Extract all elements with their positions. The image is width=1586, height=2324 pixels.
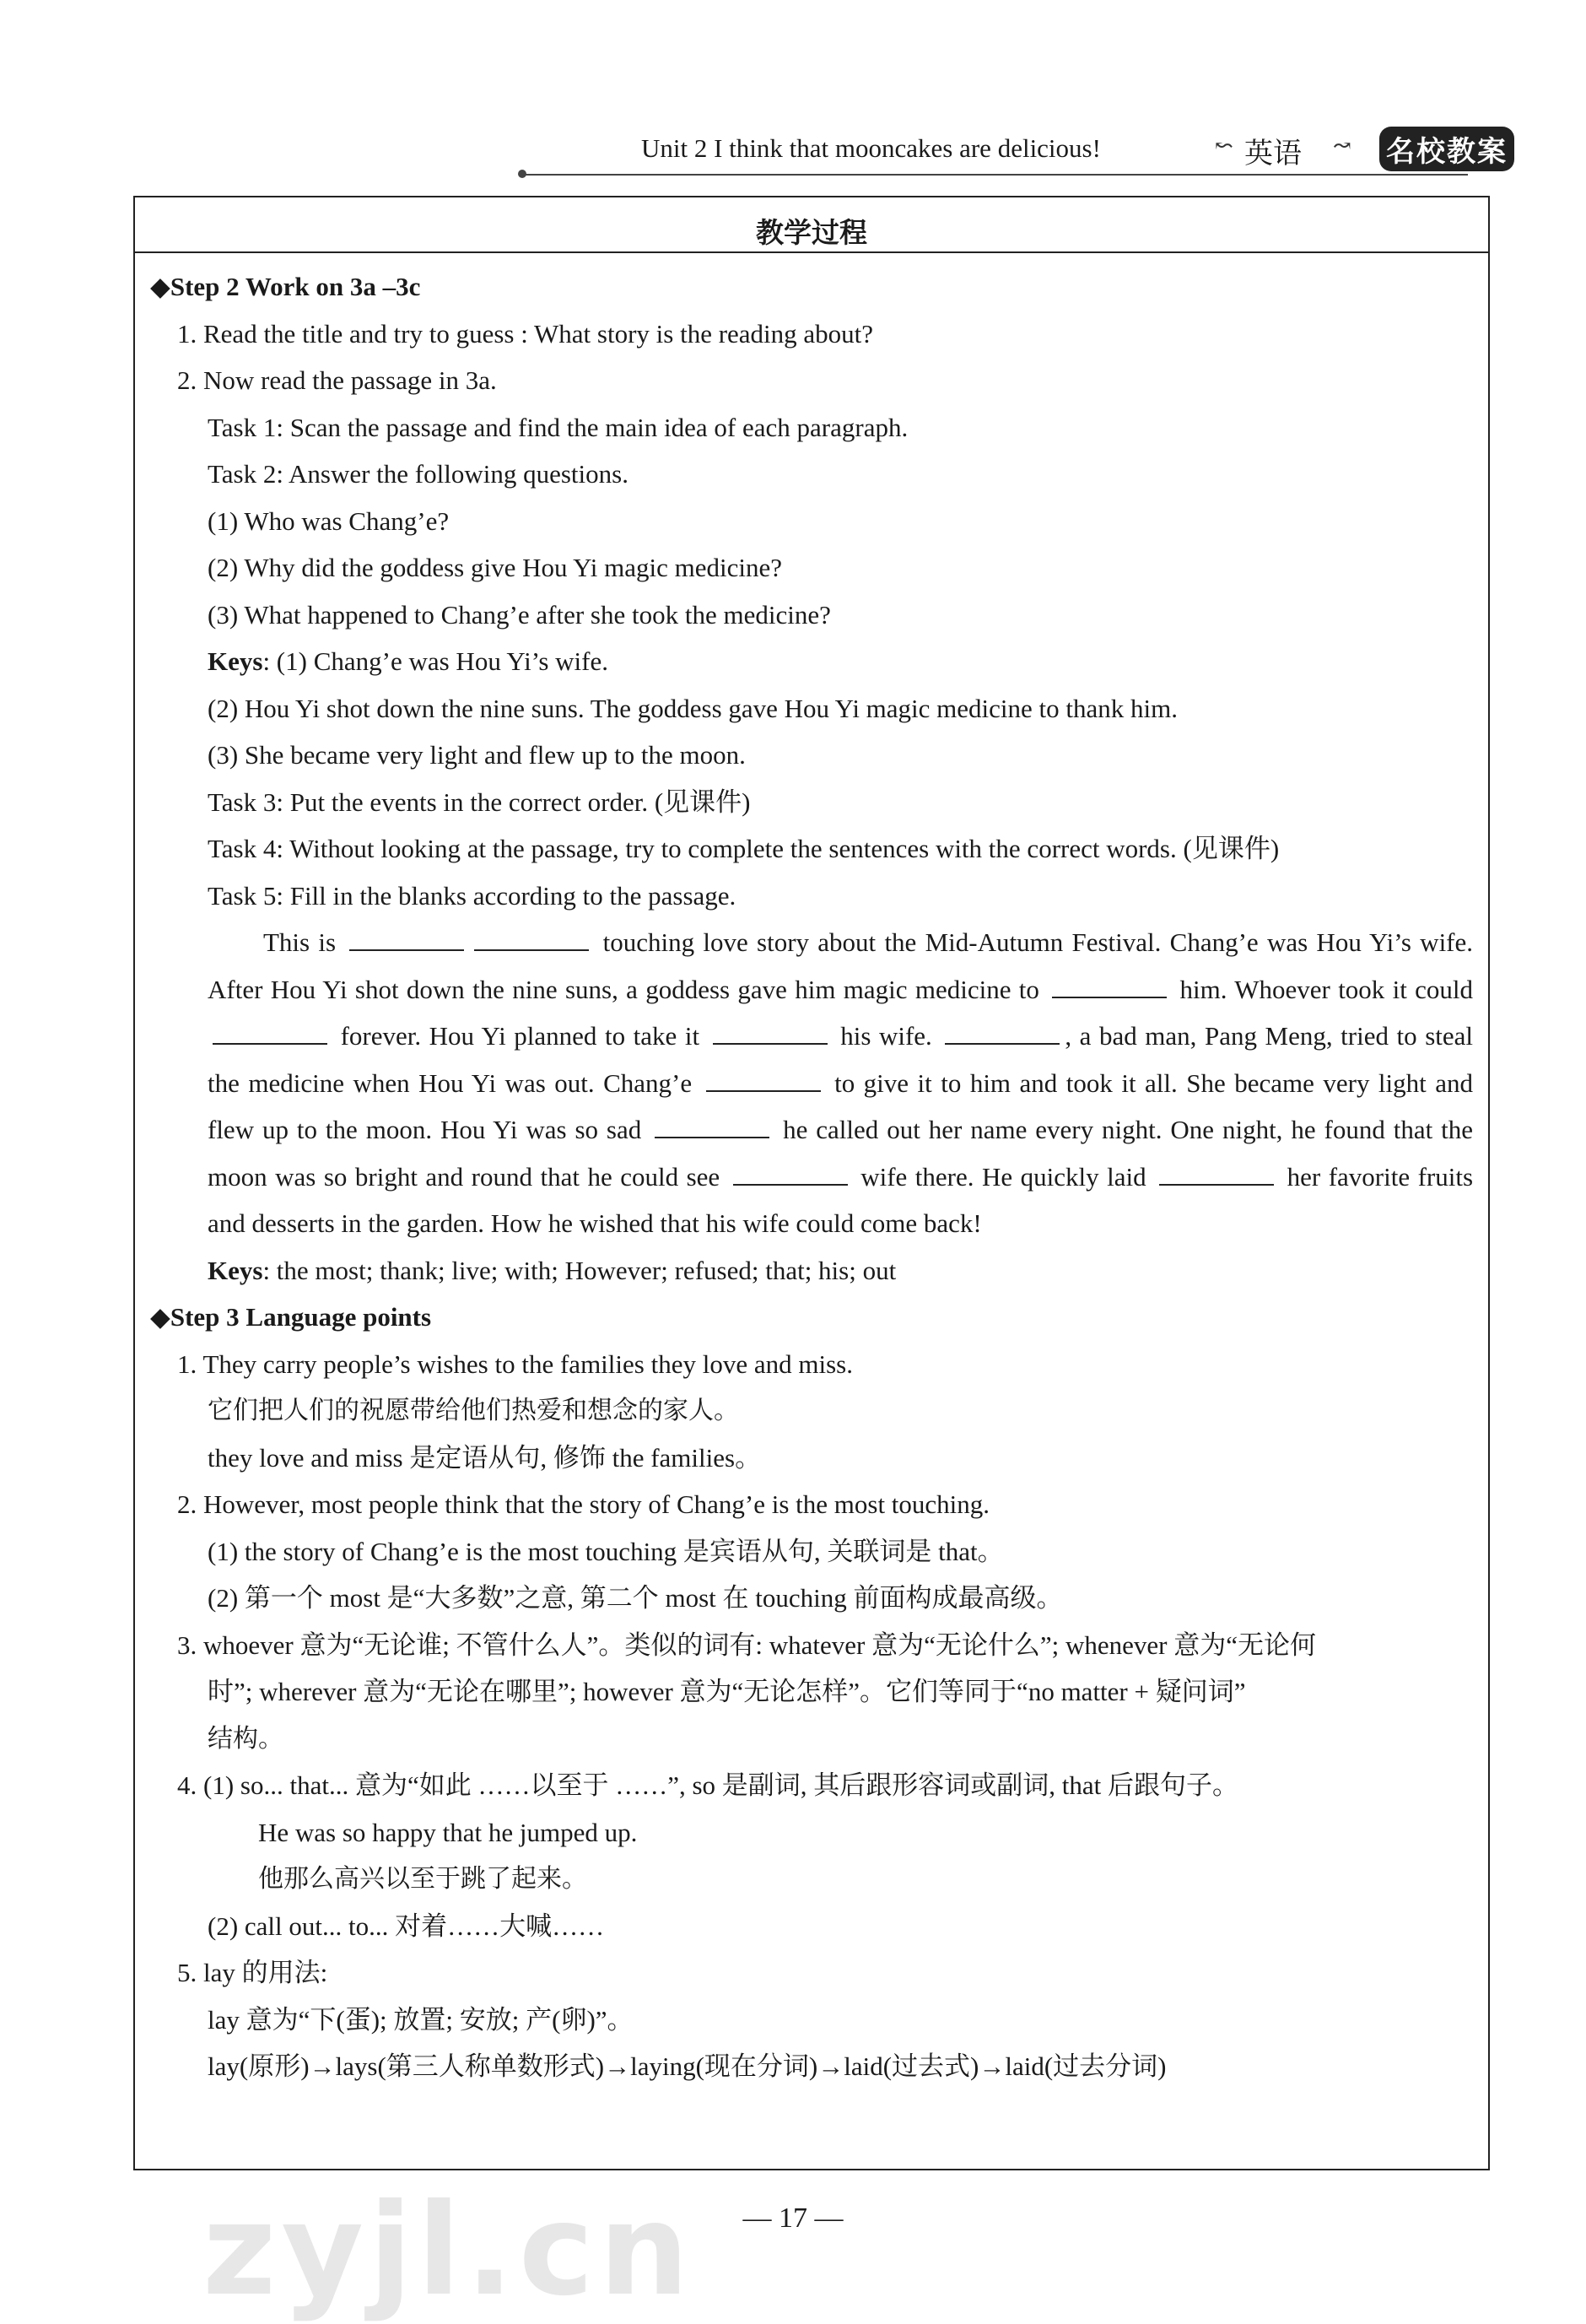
task-line: Task 2: Answer the following questions. <box>208 459 628 489</box>
keys-line <box>150 638 1475 685</box>
page-header <box>523 133 1519 176</box>
passage-text: him. Whoever took it could <box>1179 974 1474 1004</box>
answer-line: (2) Hou Yi shot down the nine suns. The goddess gave Hou Yi magic medicine to thank him. <box>208 693 1178 723</box>
passage-text: his wife. <box>840 1021 932 1051</box>
passage-text: This is <box>263 927 337 957</box>
question-line: (1) Who was Chang’e? <box>208 505 450 536</box>
blank <box>1159 1165 1274 1186</box>
language-point-line: (2) call out... to... 对着……大喊…… <box>208 1911 605 1941</box>
language-point-line: 结构。 <box>208 1723 283 1754</box>
passage-text: to give it to him and took it all. She became very light and flew up to the moon. Hou Yi was so sad <box>208 1067 1474 1144</box>
keys2-line <box>150 1247 1475 1294</box>
keys-text: : (1) Chang’e was Hou Yi’s wife. <box>262 646 608 676</box>
step2-item-2: 2. Now read the passage in 3a. <box>177 365 497 395</box>
task-line: Task 3: Put the events in the correct order. (见课件) <box>208 786 751 817</box>
fill-blank-passage <box>150 919 1473 1247</box>
language-point-line: He was so happy that he jumped up. <box>258 1817 638 1847</box>
language-point-line: 2. However, most people think that the story of Chang’e is the most touching. <box>177 1489 990 1519</box>
header-dot <box>518 170 526 178</box>
keys-text: : the most; thank; live; with; However; refused; that; his; out <box>262 1255 897 1285</box>
blank <box>655 1118 769 1138</box>
passage-text: , a bad man, Pang Meng, tried to steal the medicine when Hou Yi was out. Chang’e <box>208 1021 1474 1098</box>
language-point-line: 1. They carry people’s wishes to the families they love and miss. <box>177 1348 853 1379</box>
language-point-line: lay 意为“下(蛋); 放置; 安放; 产(卵)”。 <box>208 2004 634 2035</box>
swirl-left-icon: ↜ <box>1215 133 1233 158</box>
language-point-line: 他那么高兴以至于跳了起来。 <box>258 1864 587 1894</box>
language-point-line: lay(原形)→lays(第三人称单数形式)→laying(现在分词)→laid(过去式)→laid(过去分词) <box>208 2051 1167 2081</box>
language-point-line: 它们把人们的祝愿带给他们热爱和想念的家人。 <box>208 1396 739 1425</box>
header-rule <box>523 174 1468 176</box>
unit-title: Unit 2 I think that mooncakes are delicious! <box>641 133 1101 163</box>
swirl-right-icon: ↝ <box>1333 133 1351 158</box>
blank <box>713 1024 828 1045</box>
blank <box>1052 978 1167 998</box>
blank <box>706 1072 821 1092</box>
passage-text: her favorite fruits and desserts in the garden. How he wished that his wife could come back! <box>208 1161 1474 1238</box>
step2-item-1: 1. Read the title and try to guess : What story is the reading about? <box>177 318 874 349</box>
blank <box>213 1024 327 1045</box>
subject-label: 英语 <box>1244 137 1302 170</box>
passage-text: touching love story about the Mid-Autumn Festival. Chang’e was Hou Yi’s wife. After Hou Yi shot down the nine suns, a goddess gave him magic medicine to <box>208 927 1474 1004</box>
language-point-line: they love and miss 是定语从句, 修饰 the families。 <box>208 1442 762 1473</box>
question-line: (3) What happened to Chang’e after she took the medicine? <box>208 599 831 630</box>
task-line: Task 1: Scan the passage and find the main idea of each paragraph. <box>208 412 909 442</box>
frame-title-rule <box>133 251 1490 253</box>
language-point-line: 3. whoever 意为“无论谁; 不管什么人”。类似的词有: whatever 意为“无论什么”; whenever 意为“无论何 <box>177 1630 1316 1660</box>
language-point-line: (1) the story of Chang’e is the most touching 是宾语从句, 关联词是 that。 <box>208 1536 1004 1566</box>
blank <box>945 1024 1060 1045</box>
task-line: Task 5: Fill in the blanks according to the passage. <box>208 880 736 911</box>
page-number: — 17 — <box>742 2202 844 2234</box>
step3-heading: ◆Step 3 Language points <box>150 1302 432 1332</box>
language-point-line: (2) 第一个 most 是“大多数”之意, 第二个 most 在 touching 前面构成最高级。 <box>208 1583 1063 1613</box>
passage-text: he called out her name every night. One night, he found that the moon was so bright and round that he could see <box>208 1115 1474 1192</box>
brand-logo: 名校教案 <box>1379 127 1514 171</box>
blank <box>349 931 464 951</box>
keys-label: Keys <box>208 1255 263 1285</box>
step2-heading: ◆Step 2 Work on 3a –3c <box>150 272 421 301</box>
task-line: Task 4: Without looking at the passage, try to complete the sentences with the correct words. (见课件) <box>208 834 1280 863</box>
lesson-content <box>150 263 1475 2090</box>
passage-text: wife there. He quickly laid <box>860 1161 1146 1192</box>
passage-text: forever. Hou Yi planned to take it <box>340 1021 700 1051</box>
step3-lines <box>150 1341 1475 2090</box>
keys-label: Keys <box>208 646 263 676</box>
blank <box>733 1165 848 1186</box>
answer-line: (3) She became very light and flew up to the moon. <box>208 740 746 770</box>
language-point-line: 时”; wherever 意为“无论在哪里”; however 意为“无论怎样”。它们等同于“no matter + 疑问词” <box>208 1677 1246 1706</box>
language-point-line: 5. lay 的用法: <box>177 1958 328 1987</box>
frame-title: 教学过程 <box>756 216 867 249</box>
watermark: zyjl.cn <box>202 2177 694 2324</box>
question-line: (2) Why did the goddess give Hou Yi magic medicine? <box>208 553 782 582</box>
language-point-line: 4. (1) so... that... 意为“如此 ……以至于 ……”, so 是副词, 其后跟形容词或副词, that 后跟句子。 <box>177 1770 1239 1800</box>
blank <box>474 931 589 951</box>
